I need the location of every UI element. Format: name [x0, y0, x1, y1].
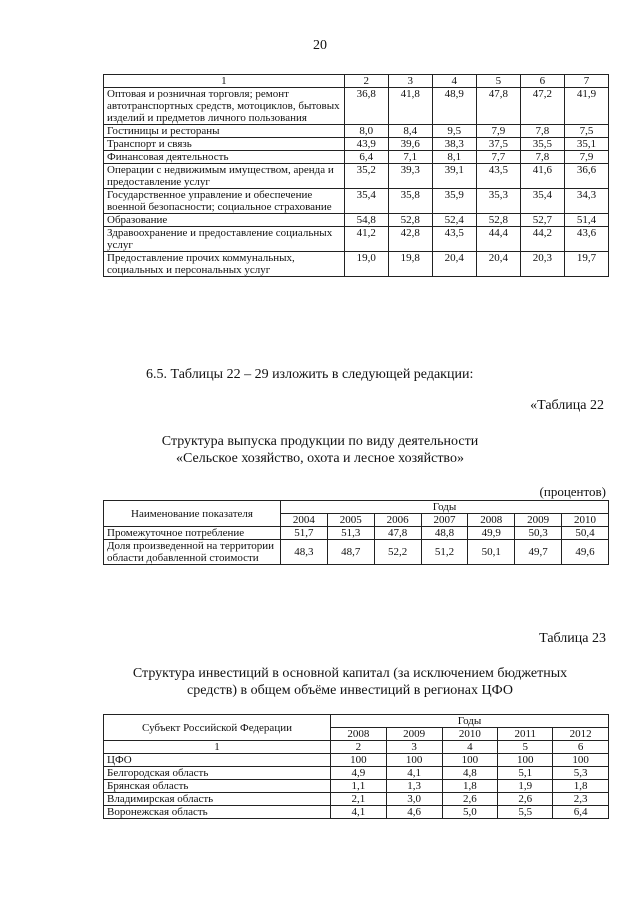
- cell: 100: [442, 754, 498, 767]
- table-header-row: [104, 75, 609, 88]
- table-23: [103, 714, 609, 819]
- cell: 50,4: [562, 527, 609, 540]
- cell: 35,2: [344, 164, 388, 189]
- cell: 6,4: [553, 806, 609, 819]
- table-row: [104, 793, 609, 806]
- cell: 7,7: [476, 151, 520, 164]
- table-row: [104, 138, 609, 151]
- table-row: [104, 214, 609, 227]
- table-industry-continued: [103, 74, 609, 277]
- amendment-paragraph: 6.5. Таблицы 22 – 29 изложить в следующей редакции:: [146, 367, 474, 382]
- cell: 2,6: [442, 793, 498, 806]
- table-23-label: Таблица 23: [539, 631, 606, 646]
- table-row: [104, 164, 609, 189]
- year-cell: 2008: [468, 514, 515, 527]
- cell: 36,6: [564, 164, 608, 189]
- index-cell: 1: [104, 741, 331, 754]
- cell: 52,7: [520, 214, 564, 227]
- row-label: Транспорт и связь: [104, 138, 345, 151]
- table-22-title: [0, 433, 640, 467]
- index-cell: 3: [386, 741, 442, 754]
- table-22: [103, 500, 609, 565]
- header-cell: 2: [344, 75, 388, 88]
- cell: 35,4: [344, 189, 388, 214]
- cell: 1,3: [386, 780, 442, 793]
- cell: 44,2: [520, 227, 564, 252]
- cell: 43,6: [564, 227, 608, 252]
- table-22-title-line1: Структура выпуска продукции по виду деятельности: [161, 434, 479, 449]
- years-header: Годы: [281, 501, 609, 514]
- year-cell: 2011: [498, 728, 553, 741]
- cell: 7,8: [520, 125, 564, 138]
- cell: 49,7: [515, 540, 562, 565]
- row-label: Операции с недвижимым имуществом, аренда и предоставление услуг: [104, 164, 345, 189]
- cell: 41,2: [344, 227, 388, 252]
- cell: 3,0: [386, 793, 442, 806]
- cell: 19,0: [344, 252, 388, 277]
- cell: 19,7: [564, 252, 608, 277]
- cell: 35,8: [388, 189, 432, 214]
- cell: 35,3: [476, 189, 520, 214]
- table-header-row: [104, 715, 609, 728]
- cell: 42,8: [388, 227, 432, 252]
- table-row: [104, 88, 609, 125]
- cell: 48,7: [327, 540, 374, 565]
- cell: 5,1: [498, 767, 553, 780]
- cell: 4,1: [331, 806, 387, 819]
- row-label: Владимирская область: [104, 793, 331, 806]
- table-22-title-line2: «Сельское хозяйство, охота и лесное хозяйство»: [176, 451, 464, 466]
- table-row: [104, 806, 609, 819]
- table-row: [104, 754, 609, 767]
- year-cell: 2009: [386, 728, 442, 741]
- cell: 41,6: [520, 164, 564, 189]
- cell: 7,5: [564, 125, 608, 138]
- cell: 39,3: [388, 164, 432, 189]
- cell: 7,1: [388, 151, 432, 164]
- cell: 4,1: [386, 767, 442, 780]
- cell: 52,4: [432, 214, 476, 227]
- year-cell: 2012: [553, 728, 609, 741]
- cell: 52,2: [374, 540, 421, 565]
- table-row: [104, 780, 609, 793]
- row-label: Образование: [104, 214, 345, 227]
- cell: 20,3: [520, 252, 564, 277]
- cell: 100: [331, 754, 387, 767]
- cell: 48,8: [421, 527, 468, 540]
- table-row: [104, 189, 609, 214]
- year-cell: 2010: [442, 728, 498, 741]
- table-row: [104, 527, 609, 540]
- cell: 51,4: [564, 214, 608, 227]
- cell: 100: [553, 754, 609, 767]
- cell: 47,8: [374, 527, 421, 540]
- table-22-label: «Таблица 22: [530, 398, 604, 413]
- name-header: Субъект Российской Федерации: [104, 715, 331, 741]
- index-cell: 5: [498, 741, 553, 754]
- cell: 4,8: [442, 767, 498, 780]
- cell: 38,3: [432, 138, 476, 151]
- cell: 41,9: [564, 88, 608, 125]
- cell: 8,1: [432, 151, 476, 164]
- table-row: [104, 151, 609, 164]
- row-label: Здравоохранение и предоставление социальных услуг: [104, 227, 345, 252]
- row-label: ЦФО: [104, 754, 331, 767]
- cell: 35,1: [564, 138, 608, 151]
- cell: 2,3: [553, 793, 609, 806]
- cell: 100: [498, 754, 553, 767]
- row-label: Государственное управление и обеспечение военной безопасности; социальное страхование: [104, 189, 345, 214]
- cell: 36,8: [344, 88, 388, 125]
- cell: 43,5: [432, 227, 476, 252]
- cell: 7,8: [520, 151, 564, 164]
- cell: 2,1: [331, 793, 387, 806]
- cell: 4,6: [386, 806, 442, 819]
- header-cell: 7: [564, 75, 608, 88]
- cell: 7,9: [476, 125, 520, 138]
- cell: 37,5: [476, 138, 520, 151]
- cell: 52,8: [388, 214, 432, 227]
- cell: 1,9: [498, 780, 553, 793]
- cell: 47,8: [476, 88, 520, 125]
- cell: 47,2: [520, 88, 564, 125]
- index-row: [104, 741, 609, 754]
- cell: 54,8: [344, 214, 388, 227]
- cell: 35,9: [432, 189, 476, 214]
- table-header-row: [104, 501, 609, 514]
- cell: 20,4: [476, 252, 520, 277]
- cell: 2,6: [498, 793, 553, 806]
- year-cell: 2004: [281, 514, 328, 527]
- cell: 35,4: [520, 189, 564, 214]
- cell: 1,1: [331, 780, 387, 793]
- name-header: Наименование показателя: [104, 501, 281, 527]
- year-cell: 2006: [374, 514, 421, 527]
- row-label: Оптовая и розничная торговля; ремонт автотранспортных средств, мотоциклов, бытовых изделий и предметов личного пользования: [104, 88, 345, 125]
- cell: 20,4: [432, 252, 476, 277]
- row-label: Предоставление прочих коммунальных, социальных и персональных услуг: [104, 252, 345, 277]
- year-cell: 2005: [327, 514, 374, 527]
- header-cell: 1: [104, 75, 345, 88]
- cell: 5,3: [553, 767, 609, 780]
- year-cell: 2008: [331, 728, 387, 741]
- index-cell: 6: [553, 741, 609, 754]
- index-cell: 4: [442, 741, 498, 754]
- table-row: [104, 767, 609, 780]
- cell: 43,9: [344, 138, 388, 151]
- cell: 6,4: [344, 151, 388, 164]
- cell: 39,6: [388, 138, 432, 151]
- cell: 51,2: [421, 540, 468, 565]
- cell: 49,6: [562, 540, 609, 565]
- cell: 48,9: [432, 88, 476, 125]
- page-number: 20: [313, 38, 327, 53]
- header-cell: 5: [476, 75, 520, 88]
- row-label: Доля произведенной на территории области добавленной стоимости: [104, 540, 281, 565]
- year-cell: 2010: [562, 514, 609, 527]
- cell: 34,3: [564, 189, 608, 214]
- cell: 51,3: [327, 527, 374, 540]
- cell: 48,3: [281, 540, 328, 565]
- cell: 51,7: [281, 527, 328, 540]
- cell: 43,5: [476, 164, 520, 189]
- table-row: [104, 540, 609, 565]
- cell: 1,8: [553, 780, 609, 793]
- cell: 4,9: [331, 767, 387, 780]
- table-row: [104, 125, 609, 138]
- cell: 8,4: [388, 125, 432, 138]
- table-row: [104, 252, 609, 277]
- year-cell: 2009: [515, 514, 562, 527]
- header-cell: 6: [520, 75, 564, 88]
- table-row: [104, 227, 609, 252]
- table-23-title: Структура инвестиций в основной капитал (за исключением бюджетных средств) в общем объёме инвестиций в регионах ЦФО: [132, 666, 568, 698]
- cell: 50,3: [515, 527, 562, 540]
- row-label: Гостиницы и рестораны: [104, 125, 345, 138]
- index-cell: 2: [331, 741, 387, 754]
- row-label: Брянская область: [104, 780, 331, 793]
- cell: 19,8: [388, 252, 432, 277]
- header-cell: 4: [432, 75, 476, 88]
- years-header: Годы: [331, 715, 609, 728]
- cell: 8,0: [344, 125, 388, 138]
- row-label: Промежуточное потребление: [104, 527, 281, 540]
- cell: 5,0: [442, 806, 498, 819]
- cell: 7,9: [564, 151, 608, 164]
- year-cell: 2007: [421, 514, 468, 527]
- cell: 5,5: [498, 806, 553, 819]
- cell: 39,1: [432, 164, 476, 189]
- row-label: Воронежская область: [104, 806, 331, 819]
- cell: 35,5: [520, 138, 564, 151]
- cell: 49,9: [468, 527, 515, 540]
- cell: 50,1: [468, 540, 515, 565]
- row-label: Белгородская область: [104, 767, 331, 780]
- table-22-unit: (процентов): [539, 484, 606, 499]
- cell: 9,5: [432, 125, 476, 138]
- header-cell: 3: [388, 75, 432, 88]
- cell: 1,8: [442, 780, 498, 793]
- cell: 100: [386, 754, 442, 767]
- cell: 41,8: [388, 88, 432, 125]
- cell: 44,4: [476, 227, 520, 252]
- cell: 52,8: [476, 214, 520, 227]
- row-label: Финансовая деятельность: [104, 151, 345, 164]
